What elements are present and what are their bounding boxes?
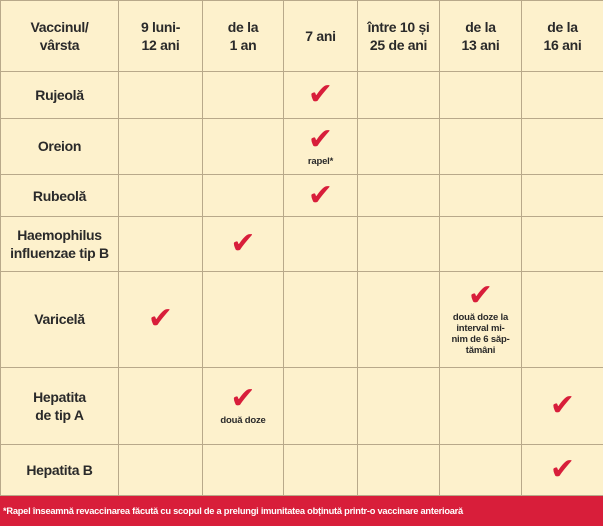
- vaccine-name-oreion: Oreion: [1, 118, 119, 174]
- header-from-13-years: de la 13 ani: [440, 1, 522, 72]
- header-9months-12years: 9 luni- 12 ani: [119, 1, 203, 72]
- cell-varicela-9months-12years: [119, 271, 203, 368]
- header-row: [1, 1, 603, 72]
- header-vaccine-age: Vaccinul/ vârsta: [1, 1, 119, 72]
- checkmark-icon: ✔: [467, 278, 494, 314]
- cell-rujeola-7-years: [284, 72, 358, 118]
- cell-rubeola-7-years: [284, 175, 358, 217]
- checkmark-icon: ✔: [307, 77, 334, 113]
- cell-hepatita-b-from-16-years: [522, 444, 603, 495]
- header-7-years: 7 ani: [284, 1, 358, 72]
- header-from-16-years: de la 16 ani: [522, 1, 603, 72]
- vaccine-name-hepatita-b: Hepatita B: [1, 444, 119, 495]
- vaccine-name-rujeola: Rujeolă: [1, 72, 119, 118]
- checkmark-icon: ✔: [549, 451, 576, 487]
- table-row: [1, 175, 603, 217]
- checkmark-icon: ✔: [307, 121, 334, 157]
- table-row: [1, 118, 603, 174]
- cell-haemophilus-from-1-year: [203, 217, 284, 271]
- checkmark-icon: ✔: [230, 381, 256, 417]
- vaccine-name-varicela: Varicelă: [1, 271, 119, 368]
- table-row: [1, 444, 603, 495]
- vaccine-name-rubeola: Rubeolă: [1, 175, 119, 217]
- footnote-banner: *Rapel înseamnă revaccinarea făcută cu scopul de a prelungi imunitatea obținută printr-o vaccinare anterioară: [0, 496, 603, 526]
- checkmark-icon: ✔: [307, 177, 334, 213]
- cell-note: rapel*: [307, 155, 334, 167]
- table-row: [1, 72, 603, 118]
- table-row: [1, 217, 603, 271]
- vaccine-name-haemophilus: Haemophilus influenzae tip B: [1, 217, 119, 271]
- checkmark-icon: ✔: [549, 387, 576, 423]
- table-row: [1, 368, 603, 444]
- cell-hepatita-a-from-1-year: [203, 368, 284, 444]
- table-row: [1, 271, 603, 368]
- cell-note: două doze la interval mi- nim de 6 săp- tămâni: [451, 312, 510, 357]
- header-from-1-year: de la 1 an: [203, 1, 284, 72]
- vaccine-name-hepatita-a: Hepatita de tip A: [1, 368, 119, 444]
- header-10-to-25-years: între 10 și 25 de ani: [358, 1, 440, 72]
- cell-varicela-from-13-years: [440, 271, 522, 368]
- cell-note: două doze: [220, 415, 266, 427]
- cell-hepatita-a-from-16-years: [522, 368, 603, 444]
- checkmark-icon: ✔: [230, 225, 256, 261]
- checkmark-icon: ✔: [147, 301, 174, 337]
- cell-oreion-7-years: [284, 118, 358, 174]
